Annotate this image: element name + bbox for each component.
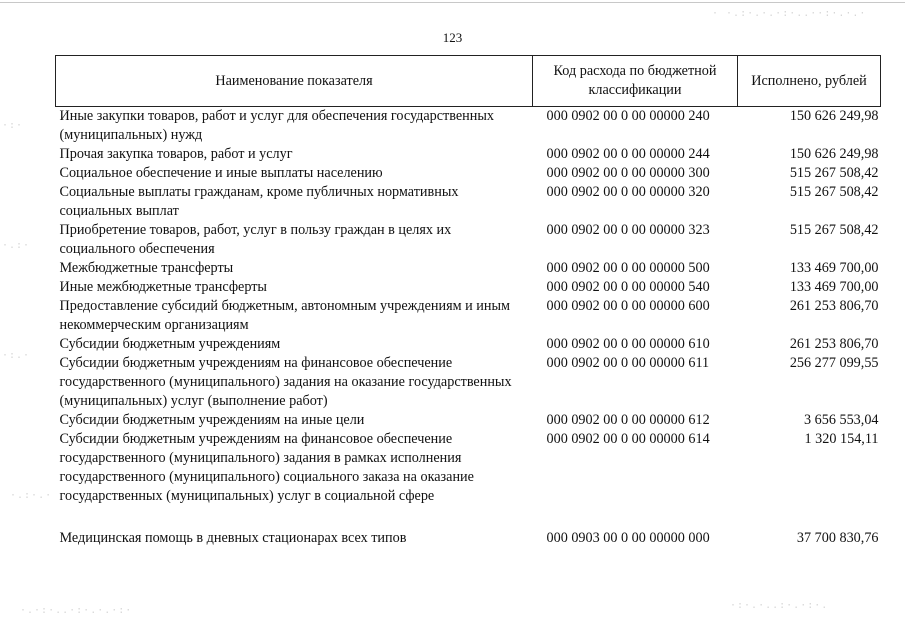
row-indicator-name: Предоставление субсидий бюджетным, автономным учреждениям и иным некоммерческим организациям — [59, 298, 510, 333]
row-executed-amount: 37 700 830,76 — [796, 530, 879, 546]
budget-report-table — [55, 55, 881, 548]
scan-noise: ·:.· — [2, 350, 31, 361]
row-expense-code: 000 0902 00 0 00 00000 240 — [546, 108, 710, 124]
row-expense-code: 000 0902 00 0 00 00000 244 — [546, 146, 710, 162]
row-indicator-name: Прочая закупка товаров, работ и услуг — [59, 146, 293, 162]
row-expense-code: 000 0902 00 0 00 00000 600 — [546, 298, 710, 314]
row-executed-amount: 150 626 249,98 — [789, 146, 879, 162]
table-row — [56, 259, 881, 278]
row-indicator-name: Субсидии бюджетным учреждениям на финансовое обеспечение государственного (муниципального) задания в рамках исполнения государственного (муниципального) социального заказа на оказание государственных (муниципальных) услуг в социальной сфере — [59, 431, 474, 504]
row-indicator-name: Иные закупки товаров, работ и услуг для обеспечения государственных (муниципальных) нужд — [59, 108, 494, 143]
row-executed-amount: 133 469 700,00 — [789, 260, 879, 276]
table-row — [56, 354, 881, 411]
row-expense-code: 000 0902 00 0 00 00000 610 — [546, 336, 710, 352]
scan-noise: ·:· — [2, 120, 24, 131]
row-expense-code: 000 0902 00 0 00 00000 614 — [546, 431, 710, 447]
table-row — [56, 107, 881, 146]
table-row — [56, 221, 881, 259]
row-expense-code: 000 0902 00 0 00 00000 323 — [546, 222, 710, 238]
table-row — [56, 297, 881, 335]
scan-noise: · ·.:·.·.·:·..··:·.·.· — [712, 8, 867, 19]
row-expense-code: 000 0902 00 0 00 00000 320 — [546, 184, 710, 200]
row-expense-code: 000 0903 00 0 00 00000 000 — [546, 530, 710, 546]
row-indicator-name: Межбюджетные трансферты — [59, 260, 234, 276]
row-indicator-name: Субсидии бюджетным учреждениям — [59, 336, 281, 352]
table-row — [56, 430, 881, 506]
scan-noise: ·.:· — [2, 240, 31, 251]
row-indicator-name: Социальные выплаты гражданам, кроме публичных нормативных социальных выплат — [59, 184, 459, 219]
scan-noise: ·.·:·..·:·.·.·:· — [20, 605, 133, 616]
row-expense-code: 000 0902 00 0 00 00000 540 — [546, 279, 710, 295]
row-expense-code: 000 0902 00 0 00 00000 611 — [546, 355, 710, 371]
table-row — [56, 278, 881, 297]
row-executed-amount: 515 267 508,42 — [789, 222, 879, 238]
scan-noise: ·:·.·..:·.·:·. — [730, 600, 829, 611]
row-expense-code: 000 0902 00 0 00 00000 500 — [546, 260, 710, 276]
table-row — [56, 145, 881, 164]
scan-noise: ·.:·.· — [10, 490, 53, 501]
table-row — [56, 529, 881, 548]
row-executed-amount: 256 277 099,55 — [789, 355, 879, 371]
row-indicator-name: Социальное обеспечение и иные выплаты населению — [59, 165, 383, 181]
table-row — [56, 411, 881, 430]
row-executed-amount: 515 267 508,42 — [789, 184, 879, 200]
row-indicator-name: Иные межбюджетные трансферты — [59, 279, 267, 295]
page-top-rule — [0, 2, 905, 3]
row-indicator-name: Приобретение товаров, работ, услуг в пользу граждан в целях их социального обеспечения — [59, 222, 452, 257]
row-executed-amount: 261 253 806,70 — [789, 336, 879, 352]
page-number: 123 — [442, 30, 463, 45]
row-executed-amount: 261 253 806,70 — [789, 298, 879, 314]
table-row — [56, 164, 881, 183]
header-executed-amount: Исполнено, рублей — [738, 56, 881, 107]
row-executed-amount: 515 267 508,42 — [789, 165, 879, 181]
row-indicator-name: Медицинская помощь в дневных стационарах всех типов — [59, 530, 407, 546]
row-indicator-name: Субсидии бюджетным учреждениям на иные цели — [59, 412, 365, 428]
row-indicator-name: Субсидии бюджетным учреждениям на финансовое обеспечение государственного (муниципального) задания на оказание государственных (муниципальных) услуг (выполнение работ) — [59, 355, 512, 409]
row-executed-amount: 3 656 553,04 — [804, 412, 879, 428]
row-expense-code: 000 0902 00 0 00 00000 300 — [546, 165, 710, 181]
row-expense-code: 000 0902 00 0 00 00000 612 — [546, 412, 710, 428]
table-spacer-row — [56, 506, 881, 529]
header-indicator-name: Наименование показателя — [56, 56, 533, 107]
row-executed-amount: 1 320 154,11 — [804, 431, 879, 447]
table-header-row — [56, 56, 881, 107]
table-row — [56, 183, 881, 221]
table-row — [56, 335, 881, 354]
row-executed-amount: 133 469 700,00 — [789, 279, 879, 295]
header-expense-code: Код расхода по бюджетной классификации — [533, 56, 738, 107]
row-executed-amount: 150 626 249,98 — [789, 108, 879, 124]
